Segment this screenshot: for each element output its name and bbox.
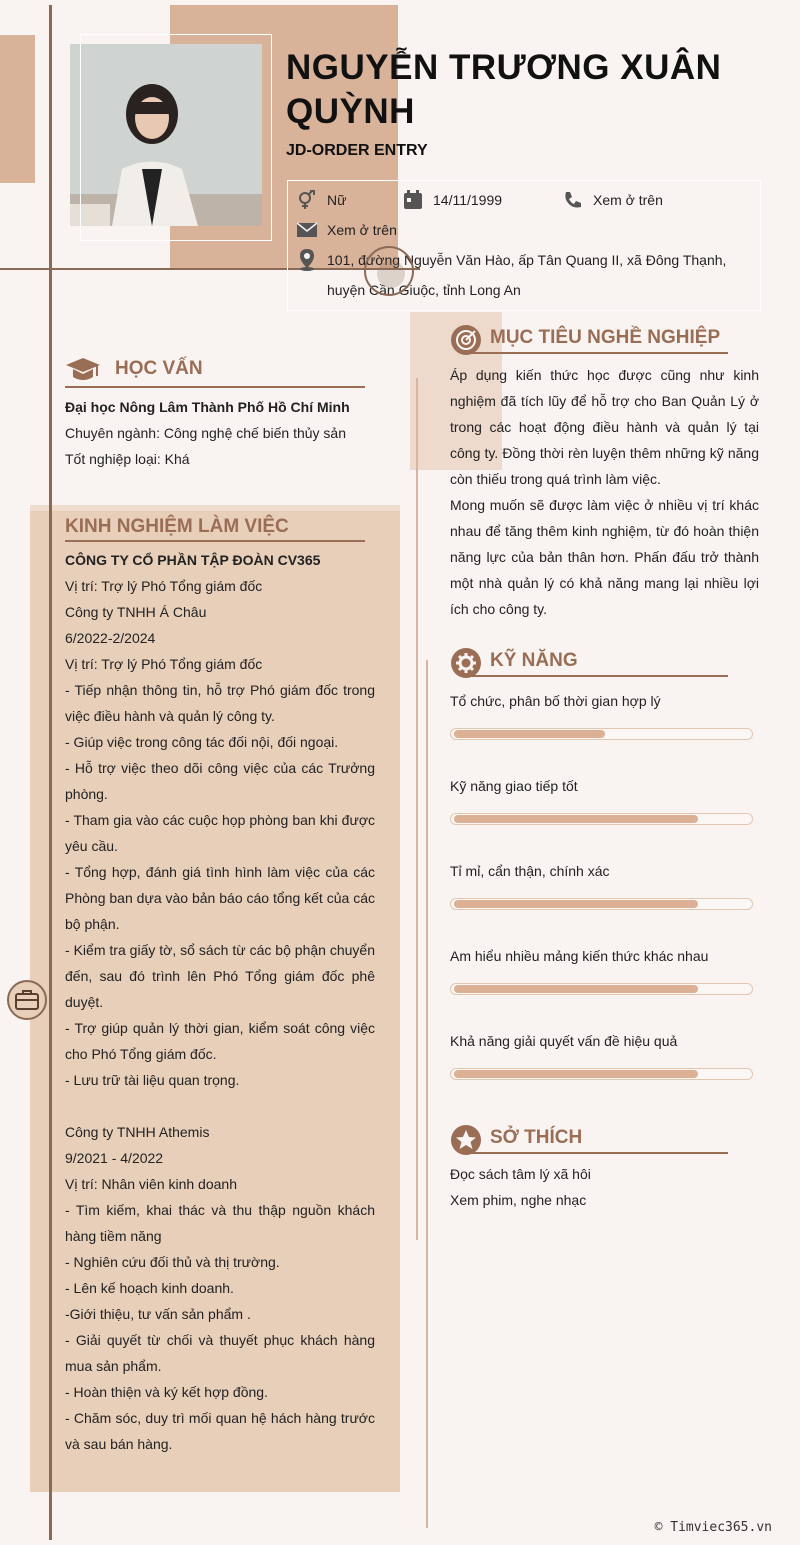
email-value: Xem ở trên [327, 222, 397, 238]
experience-duty: - Hoàn thiện và ký kết hợp đồng. [65, 1384, 268, 1400]
footer-watermark: © Timviec365.vn [654, 1520, 772, 1535]
experience-duty: - Chăm sóc, duy trì mối quan hệ hách hàng trước và sau bán hàng. [65, 1410, 375, 1452]
experience-title: KINH NGHIỆM LÀM VIỆC [65, 516, 289, 537]
experience-duty: - Tổng hợp, đánh giá tình hình làm việc của các Phòng ban dựa vào bản báo cáo tổng kết của các bộ phận. [65, 864, 375, 932]
experience-underline [65, 540, 365, 542]
experience-company-2: Công ty TNHH Athemis [65, 1124, 210, 1140]
experience-period-2: 9/2021 - 4/2022 [65, 1150, 164, 1166]
experience-position-2: Vị trí: Nhân viên kinh doanh [65, 1176, 237, 1192]
location-icon [297, 249, 317, 269]
skill-bar-fill [454, 1070, 698, 1078]
timeline-line [49, 5, 52, 1540]
contact-email [297, 220, 397, 240]
target-icon [451, 325, 481, 355]
experience-line: Vị trí: Trợ lý Phó Tổng giám đốc [65, 656, 263, 672]
divider-line-right-2 [426, 660, 428, 1528]
skill-bar [450, 1068, 753, 1080]
graduation-cap-icon [65, 356, 101, 389]
skill-bar-fill [454, 815, 698, 823]
objective-title: MỤC TIÊU NGHỀ NGHIỆP [490, 327, 721, 348]
skill-bar [450, 813, 753, 825]
skills-title: KỸ NĂNG [490, 650, 578, 671]
gender-value: Nữ [327, 192, 347, 208]
experience-duty: - Kiểm tra giấy tờ, sổ sách từ các bộ phận chuyển đến, sau đó trình lên Phó Tổng giám đốc phê duyệt. [65, 942, 375, 1010]
contact-phone [563, 190, 663, 210]
experience-duty: -Giới thiệu, tư vấn sản phẩm . [65, 1306, 251, 1322]
experience-duty: - Tìm kiếm, khai thác và thu thập nguồn khách hàng tiềm năng [65, 1202, 375, 1244]
skill-label: Kỹ năng giao tiếp tốt [450, 778, 578, 794]
education-title: HỌC VẤN [115, 358, 203, 379]
birthday-value: 14/11/1999 [433, 192, 503, 208]
skill-label: Khả năng giải quyết vấn đề hiệu quả [450, 1033, 678, 1049]
divider-line-right [416, 378, 418, 1240]
objective-paragraph-1: Áp dụng kiến thức học được cũng như kinh nghiệm đã tích lũy để hỗ trợ cho Ban Quản Lý ở trong các hoạt động điều hành và quản lý tại công ty. Đồng thời rèn luyện thêm những kỹ năng còn thiếu trong quá trình làm việc. [450, 367, 759, 487]
education-underline [65, 386, 365, 388]
experience-duty: - Giúp việc trong công tác đối nội, đối ngoại. [65, 734, 339, 750]
contact-gender [297, 190, 346, 210]
experience-duty: - Lên kế hoạch kinh doanh. [65, 1280, 234, 1296]
skill-bar [450, 898, 753, 910]
circle-decor-inner [377, 260, 405, 288]
skill-bar-fill [454, 730, 605, 738]
experience-header-lines [65, 573, 375, 1457]
decor-block-left [0, 35, 35, 183]
hobbies-title: SỞ THÍCH [490, 1127, 583, 1148]
hobby-item: Xem phim, nghe nhạc [450, 1192, 587, 1208]
experience-duty: - Tiếp nhận thông tin, hỗ trợ Phó giám đốc trong việc điều hành và quản lý công ty. [65, 682, 375, 724]
education-major: Chuyên ngành: Công nghệ chế biến thủy sản [65, 425, 346, 441]
briefcase-icon [7, 980, 47, 1020]
experience-panel-top [30, 505, 400, 511]
experience-duty: - Hỗ trợ việc theo dõi công việc của các Trưởng phòng. [65, 760, 375, 802]
education-school: Đại học Nông Lâm Thành Phố Hồ Chí Minh [65, 399, 350, 415]
experience-line: 6/2022-2/2024 [65, 630, 156, 646]
skill-label: Tỉ mỉ, cẩn thận, chính xác [450, 863, 610, 879]
candidate-name: NGUYỄN TRƯƠNG XUÂN QUỲNH [286, 48, 722, 131]
gear-icon [451, 648, 481, 678]
objective-underline [470, 352, 728, 354]
gender-icon [297, 190, 317, 210]
experience-duty: - Nghiên cứu đối thủ và thị trường. [65, 1254, 280, 1270]
experience-line: Vị trí: Trợ lý Phó Tổng giám đốc [65, 578, 263, 594]
hobby-item: Đọc sách tâm lý xã hôi [450, 1166, 591, 1182]
experience-company: CÔNG TY CỔ PHẦN TẬP ĐOÀN CV365 [65, 552, 321, 568]
job-title: JD-ORDER ENTRY [286, 142, 428, 159]
star-icon [451, 1125, 481, 1155]
experience-line: Công ty TNHH Á Châu [65, 604, 207, 620]
phone-value: Xem ở trên [593, 192, 663, 208]
skills-underline [470, 675, 728, 677]
skill-label: Tổ chức, phân bố thời gian hợp lý [450, 693, 661, 709]
contact-birthday [403, 190, 502, 210]
skill-bar-fill [454, 900, 698, 908]
skill-bar [450, 983, 753, 995]
calendar-icon [403, 190, 423, 210]
hobbies-underline [470, 1152, 728, 1154]
objective-paragraph-2: Mong muốn sẽ được làm việc ở nhiều vị trí khác nhau để tăng thêm kinh nghiệm, từ đó hoàn thiện năng lực của bản thân hơn. Phấn đấu trở thành một nhà quản lý có khả năng mang lại nhiều lợi ích cho công ty. [450, 497, 759, 617]
photo-frame [80, 34, 272, 241]
address-value: 101, đường Nguyễn Văn Hào, ấp Tân Quang II, xã Đông Thạnh, huyện Cần Giuộc, tỉnh Long An [327, 252, 727, 298]
experience-duty: - Giải quyết từ chối và thuyết phục khách hàng mua sản phẩm. [65, 1332, 375, 1374]
mail-icon [297, 220, 317, 240]
experience-duty: - Tham gia vào các cuộc họp phòng ban khi được yêu cầu. [65, 812, 375, 854]
skill-label: Am hiểu nhiều mảng kiến thức khác nhau [450, 948, 709, 964]
experience-duty: - Lưu trữ tài liệu quan trọng. [65, 1072, 240, 1088]
education-grade: Tốt nghiệp loại: Khá [65, 451, 190, 467]
experience-duty: - Trợ giúp quản lý thời gian, kiểm soát công việc cho Phó Tổng giám đốc. [65, 1020, 375, 1062]
phone-icon [563, 190, 583, 210]
skill-bar [450, 728, 753, 740]
skill-bar-fill [454, 985, 698, 993]
